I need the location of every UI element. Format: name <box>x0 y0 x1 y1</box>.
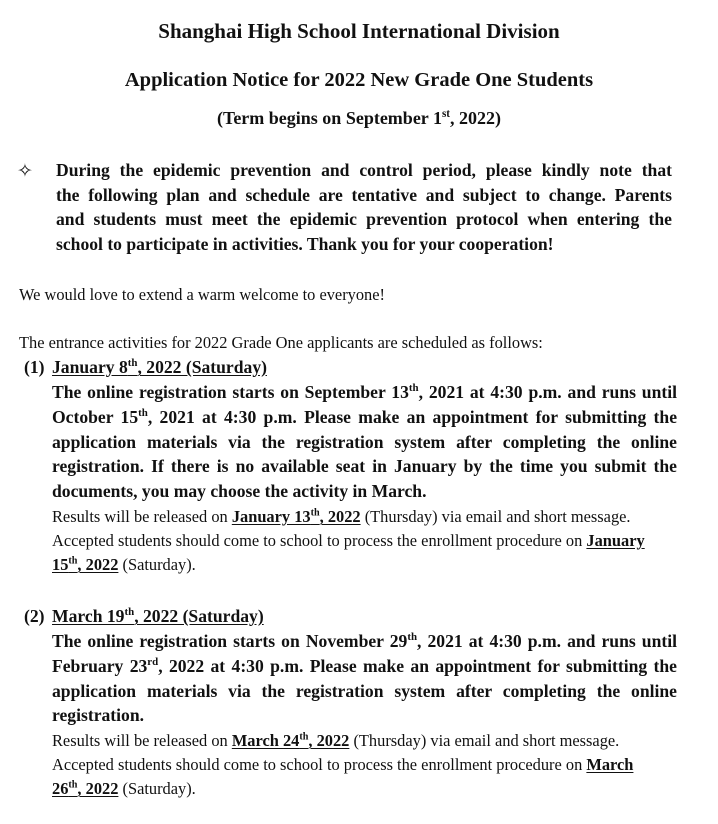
notice-line: and students must meet the epidemic prevention protocol when entering the <box>56 209 672 229</box>
results-line: Results will be released on March 24th, 2022 (Thursday) via email and short message. <box>52 731 620 750</box>
notice-line: school to participate in activities. Thank you for your cooperation! <box>56 234 554 254</box>
registration-line: The online registration starts on November 29th, 2021 at 4:30 p.m. and runs until <box>52 631 677 651</box>
enrollment-line: Accepted students should come to school to process the enrollment procedure on March <box>52 755 634 774</box>
enrollment-date: 15th, 2022 <box>52 555 119 574</box>
registration-line: registration. <box>52 705 145 725</box>
enrollment-line: 26th, 2022 (Saturday). <box>52 779 196 798</box>
enrollment-date: March <box>586 755 634 774</box>
results-date: March 24th, 2022 <box>231 731 350 750</box>
session-date: March 19th, 2022 (Saturday) <box>52 606 264 626</box>
enrollment-line: Accepted students should come to school to process the enrollment procedure on January <box>52 531 645 550</box>
results-line: Results will be released on January 13th, 2022 (Thursday) via email and short message. <box>52 507 631 526</box>
notice-title: Application Notice for 2022 New Grade One Students <box>124 69 594 91</box>
session-date: January 8th, 2022 (Saturday) <box>52 357 267 377</box>
four-point-star-icon: ✧ <box>17 160 33 182</box>
school-name: Shanghai High School International Division <box>158 19 560 43</box>
registration-line: application materials via the registration system after completing the online <box>52 432 677 452</box>
session-number: (1) <box>24 357 45 377</box>
session-number: (2) <box>24 606 45 626</box>
registration-line: documents, you may choose the activity in March. <box>52 481 427 501</box>
registration-line: registration. If there is no available seat in January by the time you submit the <box>52 456 677 476</box>
enrollment-line: 15th, 2022 (Saturday). <box>52 555 196 574</box>
notice-line: During the epidemic prevention and control period, please kindly note that <box>56 160 672 180</box>
registration-line: The online registration starts on September 13th, 2021 at 4:30 p.m. and runs until <box>52 382 677 402</box>
term-start: (Term begins on September 1st, 2022) <box>216 108 502 128</box>
registration-line: February 23rd, 2022 at 4:30 p.m. Please make an appointment for submitting the <box>52 656 677 676</box>
results-date: January 13th, 2022 <box>231 507 361 526</box>
registration-line: application materials via the registration system after completing the online <box>52 681 677 701</box>
enrollment-date: 26th, 2022 <box>52 779 119 798</box>
registration-line: October 15th, 2021 at 4:30 p.m. Please make an appointment for submitting the <box>52 407 677 427</box>
enrollment-date: January <box>586 531 645 550</box>
intro-text: The entrance activities for 2022 Grade One applicants are scheduled as follows: <box>19 333 543 352</box>
notice-line: the following plan and schedule are tentative and subject to change. Parents <box>56 185 672 205</box>
welcome-text: We would love to extend a warm welcome to everyone! <box>19 285 385 304</box>
